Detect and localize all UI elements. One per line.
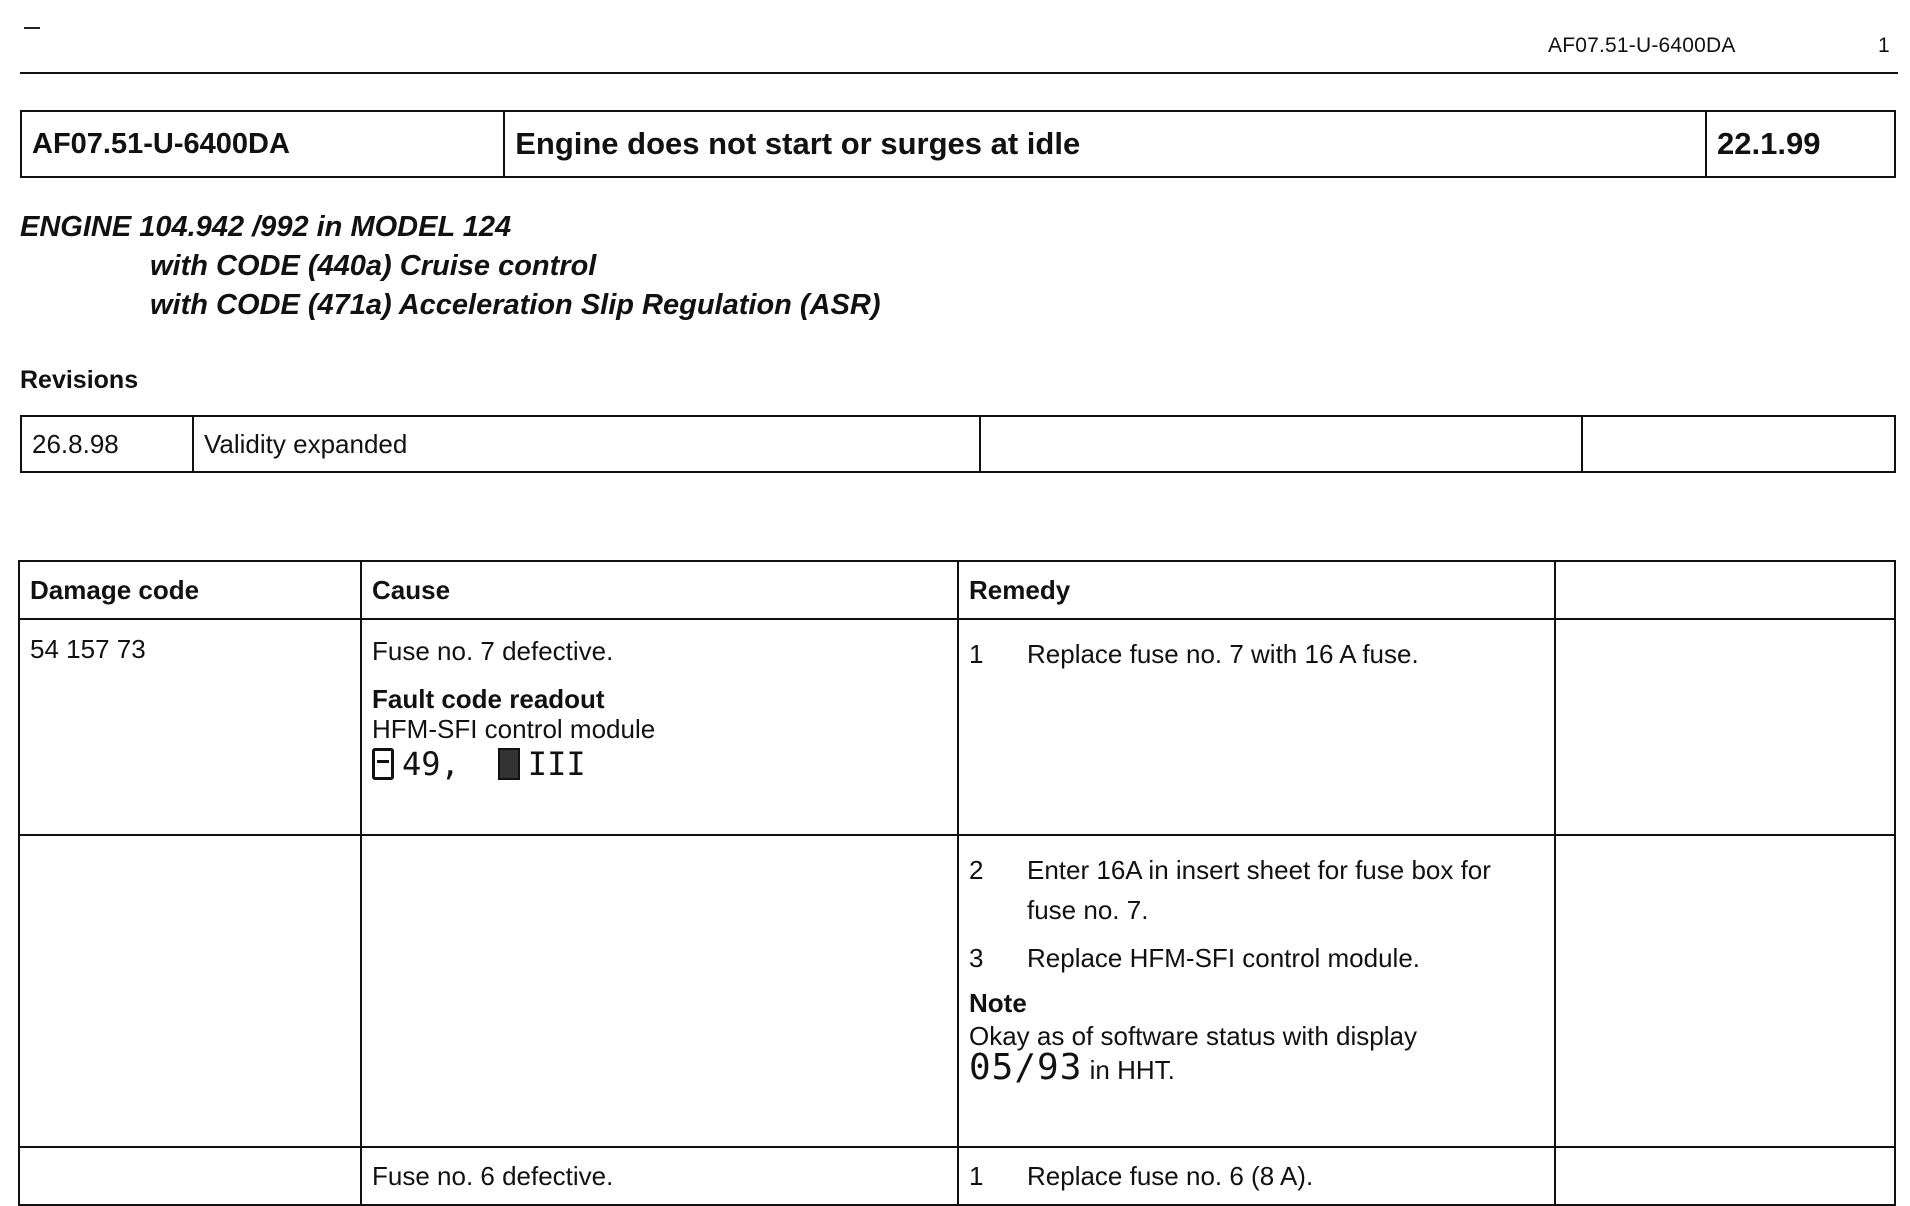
extra-cell [1555,1147,1895,1205]
title-description: Engine does not start or surges at idle [504,111,1706,177]
header-doc-code: AF07.51-U-6400DA [1548,34,1736,57]
extra-cell [1555,619,1895,835]
remedy-step [969,1156,1544,1196]
extra-cell [1555,835,1895,1147]
title-table [20,110,1896,178]
software-status-display: 05/93 [969,1047,1083,1088]
diagnosis-table [18,560,1896,1206]
revision-date: 26.8.98 [21,416,193,472]
remedy-step-text: Enter 16A in insert sheet for fuse box for fuse no. 7. [1027,855,1491,925]
fault-code-display [372,746,947,782]
title-code: AF07.51-U-6400DA [21,111,504,177]
remedy-step [969,938,1544,978]
remedy-step-text: Replace fuse no. 7 with 16 A fuse. [1027,639,1419,669]
header-extra [1555,561,1895,619]
damage-code-cell [19,835,361,1147]
remedy-cell [958,619,1555,835]
revision-row [21,416,1895,472]
remedy-step-number: 2 [969,855,984,885]
header-rule [20,72,1898,74]
cause-cell [361,835,958,1147]
table-row [19,1147,1895,1205]
remedy-cell [958,835,1555,1147]
note-suffix: in HHT. [1089,1055,1175,1085]
damage-code-cell [19,1147,361,1205]
table-row [19,619,1895,835]
title-date: 22.1.99 [1706,111,1895,177]
remedy-step-number: 3 [969,943,984,973]
header-remedy: Remedy [958,561,1555,619]
title-row [21,111,1895,177]
header-page-number: 1 [1878,34,1890,57]
validity-line-1: ENGINE 104.942 /992 in MODEL 124 [20,211,512,243]
remedy-step-text: Replace fuse no. 6 (8 A). [1027,1161,1314,1191]
table-row [19,835,1895,1147]
table-header-row [19,561,1895,619]
header-cause: Cause [361,561,958,619]
remedy-step-number: 1 [969,1161,984,1191]
hand-held-tester-icon [498,748,520,780]
note-heading: Note [969,988,1027,1018]
remedy-cell [958,1147,1555,1205]
fault-code-heading: Fault code readout [372,684,605,714]
revision-col4 [1582,416,1895,472]
cause-cell [361,619,958,835]
revisions-table [20,415,1896,473]
revision-col3 [980,416,1582,472]
corner-dash [24,27,40,29]
fault-code-value: 49, [402,745,460,783]
note-body: Okay as of software status with display [969,1021,1417,1051]
cause-text: Fuse no. 7 defective. [372,636,614,666]
validity-line-3: with CODE (471a) Acceleration Slip Regulation (ASR) [150,289,881,321]
header-damage-code: Damage code [19,561,361,619]
revisions-label: Revisions [20,366,139,394]
remedy-step [969,850,1544,930]
cause-cell: Fuse no. 6 defective. [361,1147,958,1205]
revision-text: Validity expanded [193,416,980,472]
remedy-step [969,634,1544,674]
note-text [969,1020,1544,1086]
fault-module-name: HFM-SFI control module [372,714,656,744]
validity-line-2: with CODE (440a) Cruise control [150,250,597,282]
remedy-step-number: 1 [969,639,984,669]
control-module-icon [372,748,394,780]
damage-code-cell: 54 157 73 [19,619,361,835]
remedy-step-text: Replace HFM-SFI control module. [1027,943,1421,973]
fault-code-blink: III [527,745,586,783]
validity-block [20,208,880,325]
